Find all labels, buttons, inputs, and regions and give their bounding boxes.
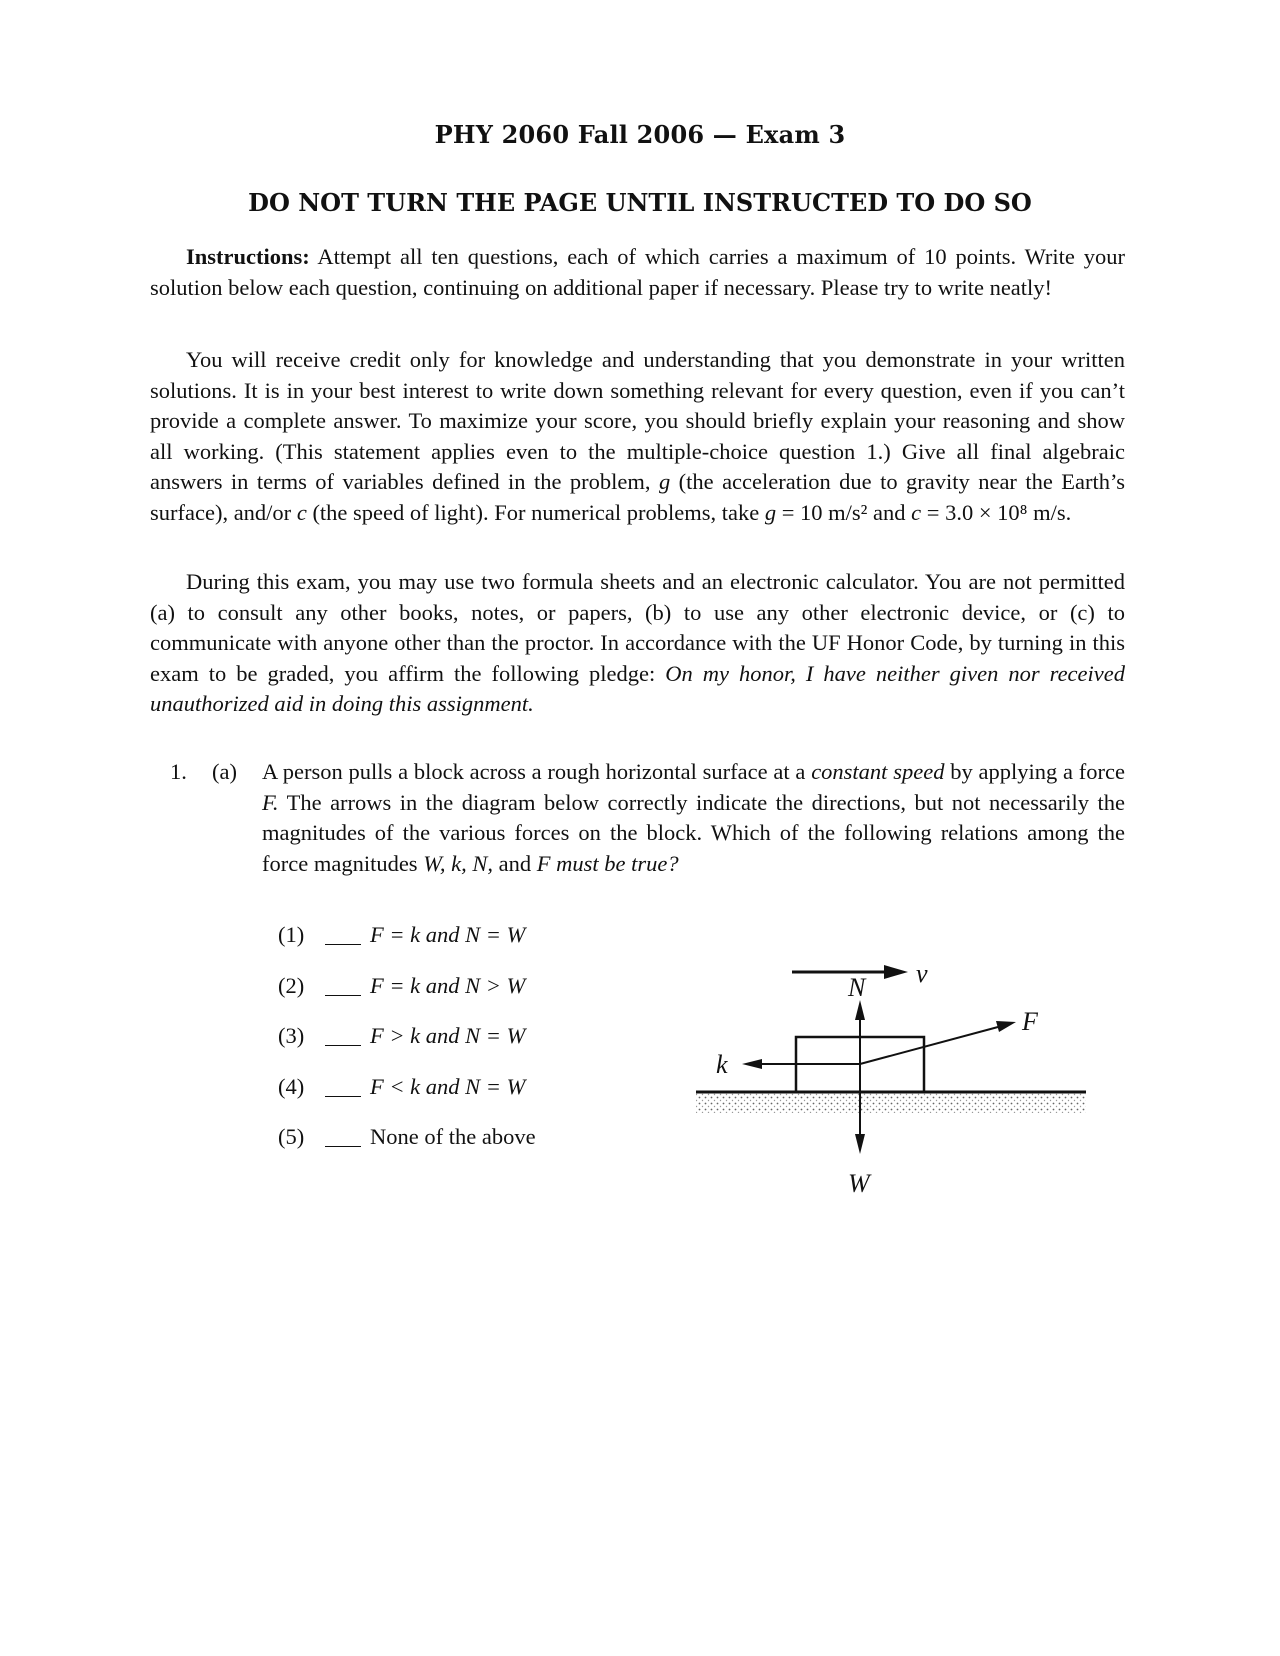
answer-option[interactable] xyxy=(278,1074,638,1125)
question-number: 1. xyxy=(170,759,187,784)
option-number: (5) xyxy=(278,1124,305,1149)
q-emphasis-1: constant speed xyxy=(811,759,945,784)
rules-paragraph xyxy=(150,567,1125,720)
option-text: None of the above xyxy=(370,1124,536,1149)
option-number: (1) xyxy=(278,922,305,947)
option-number: (4) xyxy=(278,1073,305,1099)
option-text: F < k and N = W xyxy=(370,1073,526,1099)
velocity-arrowhead xyxy=(884,965,908,979)
credit-paragraph xyxy=(150,345,1125,528)
credit-text-2: (the acceleration due to gravity near the Earth’s surface), and/or xyxy=(150,469,1126,525)
normal-arrowhead xyxy=(855,1000,865,1020)
force-diagram xyxy=(680,940,1100,1240)
answer-option[interactable] xyxy=(278,1124,638,1175)
rules-text: During this exam, you may use two formula sheets and an electronic calculator. You are not permitted (a) to consult any other books, notes, or papers, (b) to use any other electronic device, or (c) to communicate with anyone other than the proctor. In accordance with the UF Honor Code, by turning in this exam to be graded, you affirm the following pledge: xyxy=(150,569,1125,686)
option-number: (3) xyxy=(278,1023,305,1048)
var-c-2: c xyxy=(911,499,922,525)
var-c: c xyxy=(296,499,307,525)
q-var-F-2: F xyxy=(536,850,551,876)
answer-blank[interactable] xyxy=(325,1146,361,1147)
answer-blank[interactable] xyxy=(325,1045,361,1046)
q-vars: W, k, N, xyxy=(423,850,493,876)
option-text: F = k and N = W xyxy=(370,922,526,947)
answer-option[interactable] xyxy=(278,922,638,973)
label-v: v xyxy=(916,959,928,988)
applied-force-arrow xyxy=(860,1027,998,1064)
option-text: F > k and N = W xyxy=(370,1023,526,1048)
option-text: F = k and N > W xyxy=(370,972,526,998)
credit-text-5: = 3.0 × 10⁸ m/s. xyxy=(926,499,1072,525)
credit-text-3: (the speed of light). For numerical problems, take xyxy=(312,499,760,525)
instructions-label: Instructions: xyxy=(186,244,310,269)
weight-arrowhead xyxy=(855,1134,865,1154)
answer-blank[interactable] xyxy=(325,944,361,945)
instructions-paragraph xyxy=(150,242,1125,303)
applied-force-arrowhead xyxy=(996,1021,1016,1032)
answer-blank[interactable] xyxy=(325,995,361,996)
warning-heading: DO NOT TURN THE PAGE UNTIL INSTRUCTED TO DO SO xyxy=(248,188,1032,217)
ground-hatching xyxy=(696,1093,1086,1113)
q-emphasis-2: must be true? xyxy=(556,850,679,876)
question-text xyxy=(262,757,1125,879)
question-part: (a) xyxy=(212,759,237,784)
label-N: N xyxy=(848,973,866,1002)
answer-option[interactable] xyxy=(278,973,638,1024)
q-text-4: and xyxy=(498,850,532,876)
q-text-3: The arrows in the diagram below correctly indicate the directions, but not necessarily the magnitudes of the various forces on the block. Which of the following relations among the force magnitudes xyxy=(262,789,1125,876)
q-text-2: by applying a force xyxy=(950,759,1126,784)
answer-option[interactable] xyxy=(278,1023,638,1074)
credit-text-4: = 10 m/s² and xyxy=(781,499,906,525)
answer-options xyxy=(278,922,638,1175)
label-W: W xyxy=(848,1169,870,1198)
var-g-2: g xyxy=(764,499,777,525)
label-F: F xyxy=(1022,1007,1038,1036)
option-number: (2) xyxy=(278,972,305,998)
instructions-text: Attempt all ten questions, each of which carries a maximum of 10 points. Write your solution below each question, continuing on additional paper if necessary. Please try to write neatly! xyxy=(150,244,1125,300)
label-k: k xyxy=(716,1050,728,1079)
var-g: g xyxy=(658,469,671,494)
friction-arrowhead xyxy=(742,1059,762,1069)
q-text-1: A person pulls a block across a rough horizontal surface at a xyxy=(262,759,806,784)
credit-text: You will receive credit only for knowledge and understanding that you demonstrate in your written solutions. It is in your best interest to write down something relevant for every question, even if you can’t provide a complete answer. To maximize your score, you should briefly explain your reasoning and show all working. (This statement applies even to the multiple-choice question 1.) Give all final algebraic answers in terms of variables defined in the problem, xyxy=(150,347,1125,494)
q-var-F: F. xyxy=(262,789,279,815)
page-title: PHY 2060 Fall 2006 — Exam 3 xyxy=(434,120,846,149)
answer-blank[interactable] xyxy=(325,1096,361,1097)
honor-pledge: On my honor, I have neither given nor received unauthorized aid in doing this assignment. xyxy=(150,660,1125,716)
